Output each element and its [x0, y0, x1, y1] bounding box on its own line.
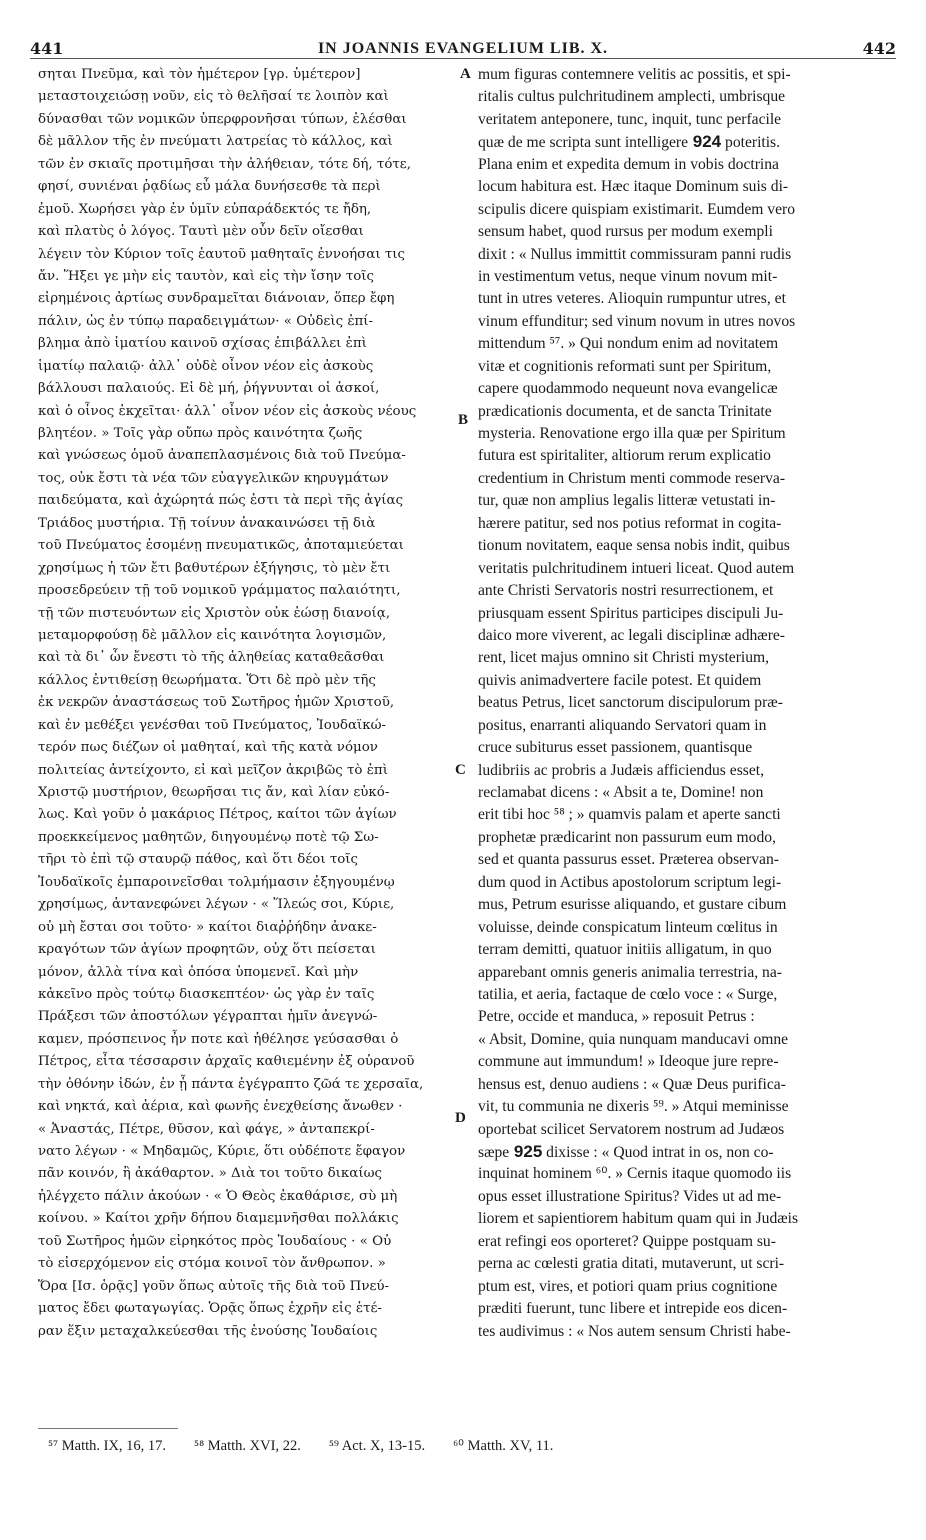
latin-text-line: veritatem anteponere, tunc, inquit, tunc perfacile [478, 110, 782, 128]
greek-text-line: Ἰουδαϊκοῖς ἐμπαροινεῖσθαι τολμήμασιν ἐξηγουμένῳ [38, 874, 395, 890]
greek-text-line: μεταμορφούσῃ δὲ μᾶλλον εἰς καινότητα λογισμῶν, [38, 627, 387, 643]
greek-text-line: χρησίμως ἡ τῶν ἔτι βαθυτέρων ἐξήγησις, τὸ μὲν ἔτι [38, 560, 391, 576]
greek-text-line: λως. Καὶ γοῦν ὁ μακάριος Πέτρος, καίτοι τῶν ἁγίων [38, 807, 397, 823]
latin-text-line: futura est spiritaliter, altiorum rerum explicatio [478, 447, 771, 465]
latin-text-line: locum habitura est. Hæc itaque Dominum suis di- [478, 178, 789, 196]
greek-text-line: καὶ τὰ δι᾽ ὧν ἔνεστι τὸ τῆς ἀληθείας καταθεᾶσθαι [38, 650, 385, 666]
latin-text-line: erat refingi eos oporteret? Quippe postquam su- [478, 1232, 776, 1250]
greek-text-line: Πέτρος, εἶτα τέσσαρσιν ἀρχαῖς καθιεμένην ἐξ οὐρανοῦ [38, 1054, 415, 1070]
latin-text-line: « Absit, Domine, quia nunquam manducavi omne [478, 1030, 789, 1048]
greek-text-line: δὲ μᾶλλον τῆς ἐν πνεύματι λατρείας τὸ κάλλος, καὶ [38, 134, 393, 150]
column-number: 925 [509, 1142, 543, 1161]
greek-text-line: τοῦ Πνεύματος ἐσομένῃ πνευματικῶς, ἀποταμιεύεται [38, 538, 404, 554]
greek-text-line: τοῦ Σωτῆρος ἡμῶν εἰρηκότος πρὸς Ἰουδαίους · « Οὐ [38, 1233, 392, 1249]
latin-text-line: prophetæ prædicarint non passurum eum modo, [478, 828, 776, 846]
latin-text-line: hensus est, denuo audiens : « Quæ Deus purifica- [478, 1075, 786, 1093]
greek-text-line: ἐμοῦ. Χωρήσει γὰρ ἐν ὑμῖν εὐπαράδεκτός τε ἤδη, [38, 201, 372, 217]
greek-text-line: λέγειν τὸν Κύριον τοῖς ἑαυτοῦ μαθηταῖς ἐννοήσαι τις [38, 246, 406, 262]
greek-text-line: τῇ τῶν πιστευόντων εἰς Χριστὸν οὐκ ἐώσῃ διανοίᾳ, [38, 605, 391, 621]
latin-text-line: tionum novitatem, eaque sensa nobis indit, quibus [478, 537, 790, 555]
greek-text-line: Ὅρα [Ισ. ὁρᾷς] γοῦν ὅπως αὐτοῖς τῆς διὰ τοῦ Πνεύ- [38, 1278, 390, 1294]
latin-text-line: daico more viverent, ac legali disciplinæ adhære- [478, 626, 786, 644]
column-number: 924 [688, 132, 722, 152]
latin-text-line: inquinat hominem ⁶⁰. » Cernis itaque quomodo iis [478, 1165, 792, 1183]
latin-text-line: rent, licet majus omnino sit Christi mysterium, [478, 649, 770, 667]
latin-text-line: dum quod in Actibus apostolorum scriptum legi- [478, 873, 782, 891]
greek-text-line: μεταστοιχειώσῃ νοῦν, εἰς τὸ θελῆσαί τε λοιπὸν καὶ [38, 89, 389, 105]
latin-text-line: scipulis dicere quispiam existimarit. Eumdem vero [478, 200, 795, 218]
greek-text-line: οὐ μὴ ἔσται σοι τοῦτο· » καίτοι διαῤῥήδην ἀνακε- [38, 919, 377, 935]
greek-text-line: φησί, συνιέναι ῥᾳδίως εὖ μάλα δυνήσεσθε τὰ περὶ [38, 179, 381, 195]
section-marker-c: C [455, 762, 466, 778]
greek-text-line: τος, οὐκ ἔστι τὰ νέα τῶν εὐαγγελικῶν κηρυγμάτων [38, 470, 389, 486]
latin-text-line: terram demitti, quatuor initiis alligatum, in quo [478, 941, 772, 959]
latin-text-line: mus, Petrum esurisse aliquando, et gustare cibum [478, 896, 787, 914]
greek-text-line: κραγότων τῶν ἁγίων προφητῶν, οὐχ ὅτι πείσεται [38, 942, 376, 958]
latin-text-line: ritalis cultus pulchritudinem amplecti, umbrisque [478, 88, 786, 106]
latin-text-line: positus, enarranti aliquando Servatori quam in [478, 716, 767, 734]
latin-text-line: ludibriis ac probris a Judæis afficiendus esset, [478, 761, 764, 779]
greek-text-line: μόνον, ἀλλὰ τίνα καὶ ὁπόσα ὑπομενεῖ. Καὶ μὴν [38, 964, 359, 980]
right-page-number: 442 [862, 39, 896, 58]
greek-text-line: εἰρημένοις ἀρτίως συνδραμεῖται διάνοιαν, ὅπερ ἔφη [38, 291, 395, 307]
greek-text-line: παιδεύματα, καὶ ἀχώρητά πώς ἐστι τὰ περὶ τῆς ἁγίας [38, 493, 404, 509]
greek-text-line: ἄν. Ἥξει γε μὴν εἰς ταυτὸν, καὶ εἰς τὴν ἴσην τοῖς [38, 268, 375, 284]
greek-text-line: καὶ γνώσεως ὁμοῦ ἀναπεπλασμένοις διὰ τοῦ Πνεύμα- [38, 448, 406, 464]
latin-text-line: oportebat scilicet Servatorem nostrum ad Judæos [478, 1120, 785, 1138]
greek-text-line: ἱματίῳ παλαιῷ· ἀλλ᾽ οὐδὲ οἶνον νέον εἰς ἀσκοὺς [38, 358, 374, 374]
greek-text-line: τῆρι τὸ ἐπὶ τῷ σταυρῷ πάθος, καὶ ὅτι δέοι τοῖς [38, 852, 359, 868]
latin-text-line: veritatis pulchritudinem intueri liceat. Quod autem [478, 559, 795, 577]
footnote-rule [38, 1428, 178, 1429]
latin-text-line: Plana enim et expedita demum in vobis doctrina [478, 155, 779, 173]
latin-text-fragment: dixisse : « Quod intrat in os, non co- [542, 1144, 774, 1161]
latin-text-line: tes audivimus : « Nos autem sensum Christi habe- [478, 1322, 791, 1340]
greek-text-line: δύνασθαι τῶν νομικῶν ὑπερφρονῆσαι τύπων, ἑλέσθαι [38, 111, 407, 127]
greek-text-line: κοίνου. » Καίτοι χρῆν δήπου διαμεμνῆσθαι πολλάκις [38, 1211, 399, 1227]
latin-text-line: commune aut immundum! » Ideoque jure repre- [478, 1053, 779, 1071]
latin-text-line: vit, tu communia ne dixeris ⁵⁹. » Atqui meminisse [478, 1098, 789, 1116]
greek-text-line: καὶ πλατὺς ὁ λόγος. Ταυτὶ μὲν οὖν δεῖν οἴεσθαι [38, 224, 364, 240]
greek-text-line: προσεδρεύειν τῇ τοῦ νομικοῦ γράμματος παλαιότητι, [38, 583, 401, 599]
latin-text-line: hærere patitur, sed nos potius reformat in cogita- [478, 514, 782, 532]
latin-text-line: mum figuras contemnere velitis ac possitis, et spi- [478, 66, 791, 83]
latin-text-line: tunt in utres veteres. Alioquin rumpuntur utres, et [478, 290, 786, 308]
latin-text-line: perna ac cœlesti gratia ditati, mutaverunt, ut scri- [478, 1255, 785, 1273]
latin-text-line: tur, quæ non amplius legalis litteræ vetustati in- [478, 492, 776, 510]
latin-text-line: vinum effunditur; sed vinum novum in utres novos [478, 312, 796, 330]
greek-text-line: πάλιν, ὡς ἐν τύπῳ παραδειγμάτων· « Οὐδεὶς ἐπί- [38, 313, 374, 329]
latin-text-fragment: poteritis. [721, 134, 781, 152]
greek-text-line: καὶ ὁ οἶνος ἐκχεῖται· ἀλλ᾽ οἶνον νέον εἰς ἀσκοὺς νέους [38, 403, 417, 419]
latin-text-line: sed et quanta passurus esset. Præterea observan- [478, 851, 779, 869]
section-marker-b: B [458, 412, 469, 428]
greek-text-line: προεκκείμενος μαθητῶν, διηγουμένῳ ποτὲ τῷ Σω- [38, 829, 379, 845]
latin-text-line: mittendum ⁵⁷. » Qui nondum enim ad novitatem [478, 335, 779, 353]
greek-text-line: ἐκ νεκρῶν ἀναστάσεως τοῦ Σωτῆρος ἡμῶν Χριστοῦ, [38, 695, 395, 711]
left-page-number: 441 [30, 39, 64, 58]
latin-column [478, 64, 888, 1343]
greek-text-line: ματος ἔδει φωταγωγίας. Ὁρᾷς ὅπως ἐχρῆν εἰς ἑτέ- [38, 1301, 382, 1317]
greek-text-line: τὸ εἰσερχόμενον εἰς στόμα κοινοῖ τὸν ἄνθρωπον. » [38, 1256, 386, 1272]
latin-text-line: quæ de me scripta sunt intelligere 924 poteritis. [478, 132, 781, 152]
latin-text-line: apparebant omnis generis animalia terrestria, na- [478, 963, 782, 981]
latin-text-line: beatus Petrus, licet sanctorum discipulorum præ- [478, 694, 783, 712]
latin-text-line: priusquam essent Spiritus participes discipuli Ju- [478, 604, 784, 622]
latin-text-line: liorem et sapientiorem habitum quam qui in Judæis [478, 1210, 799, 1228]
footnote: ⁵⁷ Matth. IX, 16, 17. [48, 1438, 167, 1454]
greek-text-line: Πράξεσι τῶν ἀποστόλων γέγραπται ἡμῖν ἀνεγνώ- [38, 1009, 378, 1025]
greek-text-line: καὶ ἐν μεθέξει γενέσθαι τοῦ Πνεύματος, Ἰουδαϊκώ- [38, 717, 387, 733]
running-title: IN JOANNIS EVANGELIUM LIB. X. [317, 40, 609, 57]
latin-text-line: reclamabat dicens : « Absit a te, Domine! non [478, 784, 764, 801]
latin-text-line: opus esset illustratione Spiritus? Vides ut ad me- [478, 1187, 782, 1205]
greek-text-line: τῶν ἐν σκιαῖς προτιμῆσαι τὴν ἀλήθειαν, τότε δή, τότε, [38, 156, 411, 172]
latin-text-line: erit tibi hoc ⁵⁸ ; » quamvis palam et aperte sancti [478, 806, 781, 824]
greek-text-line: κάλλος ἐντιθείσῃ θεωρήματα. Ὅτι δὲ πρὸ μὲν τῆς [38, 672, 376, 688]
section-marker-d: D [455, 1110, 466, 1126]
greek-text-line: σηται Πνεῦμα, καὶ τὸν ἡμέτερον [γρ. ὑμέτερον] [38, 67, 361, 82]
latin-text-line: dixit : « Nullus immittit commissuram panni rudis [478, 245, 792, 263]
latin-text-line: tatilia, et aeria, factaque de cœlo voce : « Surge, [478, 985, 778, 1003]
latin-text-line: cruce subiturus esset passionem, quantisque [478, 739, 753, 757]
greek-text-line: βλητέον. » Τοῖς γὰρ οὔπω πρὸς καινότητα ζωῆς [38, 426, 363, 441]
greek-text-line: Χριστῷ μυστήριον, θεωρῆσαι τις ἄν, καὶ λίαν εὐκό- [38, 785, 390, 800]
footnote: ⁵⁸ Matth. XVI, 22. [194, 1438, 301, 1454]
latin-text-line: quivis animadvertere facile potest. Et quidem [478, 671, 762, 689]
greek-text-line: ραν ἕξιν μεταχαλκεύεσθαι τῆς ἑνούσης Ἰουδαίοις [38, 1323, 378, 1339]
latin-text-line: Petre, occide et manduca, » reposuit Petrus : [478, 1008, 755, 1026]
latin-text-line: ante Christi Servatoris nostri resurrectionem, et [478, 582, 774, 600]
greek-text-line: νατο λέγων · « Μηδαμῶς, Κύριε, ὅτι οὐδέποτε ἔφαγον [38, 1144, 406, 1159]
greek-text-line: καὶ νηκτά, καὶ ἀέρια, καὶ φωνῆς ἐνεχθείσης ἄνωθεν · [38, 1099, 403, 1115]
greek-text-line: τὴν ὀθόνην ἰδών, ἐν ᾗ πάντα ἐγέγραπτο ζῶά τε χερσαῖα, [38, 1076, 424, 1092]
latin-text-line: vitæ et cognitionis reformati sunt per Spiritum, [478, 357, 772, 375]
greek-text-line: βλημα ἀπὸ ἱματίου καινοῦ σχίσας ἐπιβάλλει ἐπὶ [38, 336, 367, 352]
latin-text-line: sæpe 925 dixisse : « Quod intrat in os, non co- [478, 1142, 774, 1161]
footnote: ⁵⁹ Act. X, 13-15. [328, 1438, 426, 1454]
latin-text-line: voluisse, deinde conspicatum linteum cœlitus in [478, 918, 778, 936]
greek-text-line: ἠλέγχετο πάλιν ἀκούων · « Ὁ Θεὸς ἐκαθάρισε, σὺ μὴ [38, 1188, 398, 1204]
latin-text-line: sensum habet, quod rursus per modum exempli [478, 223, 773, 241]
greek-text-line: « Ἀναστάς, Πέτρε, θῦσον, καὶ φάγε, » ἀνταπεκρί- [38, 1121, 375, 1137]
greek-text-line: τερόν πως διέζων οἱ μαθηταί, καὶ τῆς κατὰ νόμον [38, 740, 378, 756]
greek-text-line: πολιτείας ἀντείχοντο, εἰ καὶ μεῖζον ἀκριβῶς τὸ ἐπὶ [38, 762, 388, 778]
latin-text-line: in vestimentum vetus, neque vinum novum mit- [478, 267, 778, 285]
latin-text-line: credentium in Christum menti commode reserva- [478, 469, 786, 487]
latin-text-line: capere quodammodo nequeunt nova evangelicæ [478, 380, 778, 398]
greek-text-line: κἀκεῖνο πρὸς τούτῳ διασκεπτέον· ὡς γὰρ ἐν ταῖς [38, 986, 375, 1002]
running-header [30, 32, 896, 59]
greek-text-line: Τριάδος μυστήρια. Τῇ τοίνυν ἀνακαινώσει τῇ διὰ [38, 515, 376, 531]
footnotes [48, 1438, 896, 1455]
footnote: ⁶⁰ Matth. XV, 11. [453, 1438, 554, 1454]
greek-text-line: καμεν, πρόσπεινος ἦν ποτε καὶ ἠθέλησε γεύσασθαι ὁ [38, 1031, 399, 1047]
greek-column [38, 64, 456, 1343]
greek-text-line: πᾶν κοινόν, ἢ ἀκάθαρτον. » Διὰ τοι τοῦτο δικαίως [38, 1166, 382, 1182]
latin-text-line: ptum est, vires, et potiori quam prius cognitione [478, 1277, 778, 1295]
section-marker-a: A [460, 66, 471, 82]
greek-text-line: βάλλουσι παλαιούς. Εἰ δὲ μή, ῥήγνυνται οἱ ἀσκοί, [38, 381, 380, 397]
greek-text-line: χρησίμως, ἀντανεφώνει λέγων · « Ἵλεώς σοι, Κύριε, [38, 897, 395, 913]
latin-text-line: prædicationis documenta, et de sancta Trinitate [478, 402, 772, 420]
latin-text-line: mysteria. Renovatione ergo illa quæ per Spiritum [478, 425, 786, 442]
latin-text-line: præditi fuerunt, tunc libere et intrepide eos dicen- [478, 1300, 788, 1318]
